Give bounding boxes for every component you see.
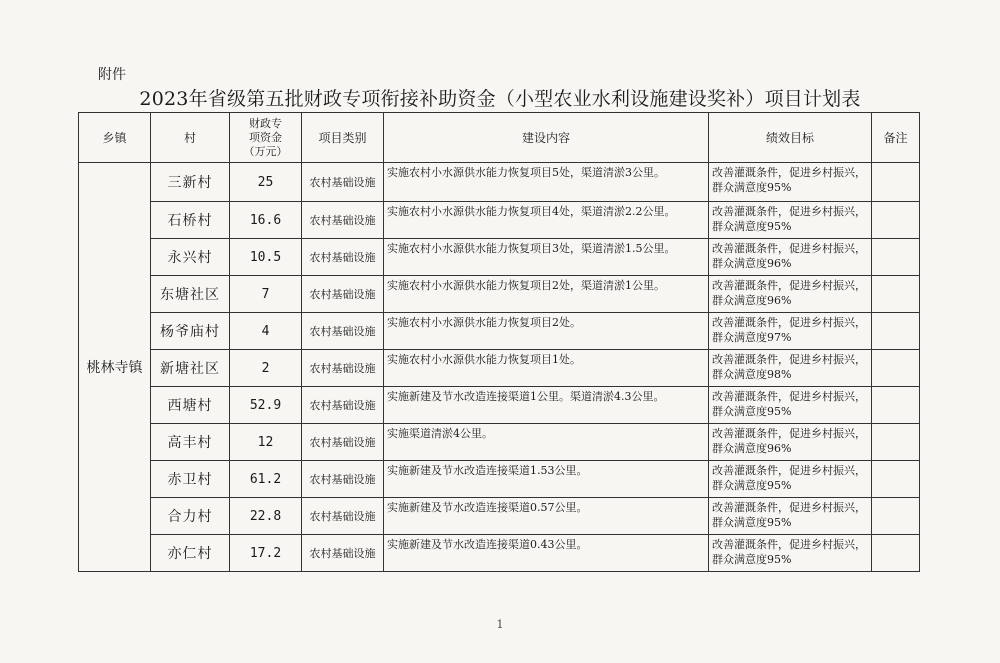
table-row [79, 163, 920, 202]
col-header-village: 村 [151, 113, 230, 163]
table-row [79, 461, 920, 498]
funds-cell: 16.6 [230, 202, 302, 239]
funds-cell: 22.8 [230, 498, 302, 535]
content-cell: 实施农村小水源供水能力恢复项目1处。 [384, 350, 709, 387]
funds-cell: 7 [230, 276, 302, 313]
category-cell: 农村基础设施 [302, 387, 384, 424]
remark-cell [872, 461, 920, 498]
funds-cell: 61.2 [230, 461, 302, 498]
attachment-label: 附件 [98, 67, 126, 83]
table-row [79, 424, 920, 461]
village-cell: 东塘社区 [151, 276, 230, 313]
table-row [79, 239, 920, 276]
funds-cell: 25 [230, 163, 302, 202]
col-header-category: 项目类别 [302, 113, 384, 163]
table-row [79, 202, 920, 239]
village-cell: 新塘社区 [151, 350, 230, 387]
table-row [79, 350, 920, 387]
target-cell: 改善灌溉条件，促进乡村振兴，群众满意度95% [709, 202, 872, 239]
content-cell: 实施新建及节水改造连接渠道1公里。渠道清淤4.3公里。 [384, 387, 709, 424]
remark-cell [872, 313, 920, 350]
table-row [79, 535, 920, 572]
village-cell: 永兴村 [151, 239, 230, 276]
col-header-funds [230, 113, 302, 163]
content-cell: 实施农村小水源供水能力恢复项目5处，渠道清淤3公里。 [384, 163, 709, 202]
content-cell: 实施新建及节水改造连接渠道0.43公里。 [384, 535, 709, 572]
content-cell: 实施农村小水源供水能力恢复项目2处。 [384, 313, 709, 350]
content-cell: 实施新建及节水改造连接渠道0.57公里。 [384, 498, 709, 535]
village-cell: 合力村 [151, 498, 230, 535]
content-cell: 实施新建及节水改造连接渠道1.53公里。 [384, 461, 709, 498]
village-cell: 亦仁村 [151, 535, 230, 572]
table-row [79, 387, 920, 424]
category-cell: 农村基础设施 [302, 461, 384, 498]
category-cell: 农村基础设施 [302, 313, 384, 350]
remark-cell [872, 276, 920, 313]
col-header-remark: 备注 [872, 113, 920, 163]
village-cell: 三新村 [151, 163, 230, 202]
category-cell: 农村基础设施 [302, 424, 384, 461]
table-row [79, 276, 920, 313]
remark-cell [872, 350, 920, 387]
target-cell: 改善灌溉条件，促进乡村振兴，群众满意度96% [709, 424, 872, 461]
remark-cell [872, 239, 920, 276]
col-header-target: 绩效目标 [709, 113, 872, 163]
col-header-funds-line2: 项资金 [249, 130, 282, 144]
village-cell: 西塘村 [151, 387, 230, 424]
project-plan-table [78, 112, 920, 572]
remark-cell [872, 202, 920, 239]
content-cell: 实施农村小水源供水能力恢复项目3处，渠道清淤1.5公里。 [384, 239, 709, 276]
target-cell: 改善灌溉条件，促进乡村振兴，群众满意度96% [709, 239, 872, 276]
funds-cell: 52.9 [230, 387, 302, 424]
table-header-row [79, 113, 920, 163]
col-header-funds-line1: 财政专 [249, 116, 282, 130]
category-cell: 农村基础设施 [302, 276, 384, 313]
target-cell: 改善灌溉条件，促进乡村振兴，群众满意度95% [709, 498, 872, 535]
funds-cell: 12 [230, 424, 302, 461]
remark-cell [872, 535, 920, 572]
category-cell: 农村基础设施 [302, 202, 384, 239]
category-cell: 农村基础设施 [302, 498, 384, 535]
table-row [79, 313, 920, 350]
funds-cell: 2 [230, 350, 302, 387]
town-cell: 桃林寺镇 [79, 163, 151, 572]
category-cell: 农村基础设施 [302, 239, 384, 276]
document-title: 2023年省级第五批财政专项衔接补助资金（小型农业水利设施建设奖补）项目计划表 [139, 88, 861, 110]
target-cell: 改善灌溉条件，促进乡村振兴，群众满意度95% [709, 163, 872, 202]
village-cell: 赤卫村 [151, 461, 230, 498]
remark-cell [872, 424, 920, 461]
funds-cell: 10.5 [230, 239, 302, 276]
funds-cell: 17.2 [230, 535, 302, 572]
content-cell: 实施农村小水源供水能力恢复项目4处，渠道清淤2.2公里。 [384, 202, 709, 239]
page-number: 1 [496, 618, 504, 631]
target-cell: 改善灌溉条件，促进乡村振兴，群众满意度97% [709, 313, 872, 350]
col-header-funds-line3: （万元） [243, 144, 288, 158]
target-cell: 改善灌溉条件，促进乡村振兴，群众满意度95% [709, 461, 872, 498]
target-cell: 改善灌溉条件，促进乡村振兴，群众满意度96% [709, 276, 872, 313]
content-cell: 实施农村小水源供水能力恢复项目2处，渠道清淤1公里。 [384, 276, 709, 313]
remark-cell [872, 387, 920, 424]
target-cell: 改善灌溉条件，促进乡村振兴，群众满意度98% [709, 350, 872, 387]
target-cell: 改善灌溉条件，促进乡村振兴，群众满意度95% [709, 535, 872, 572]
village-cell: 杨爷庙村 [151, 313, 230, 350]
remark-cell [872, 498, 920, 535]
remark-cell [872, 163, 920, 202]
funds-cell: 4 [230, 313, 302, 350]
content-cell: 实施渠道清淤4公里。 [384, 424, 709, 461]
village-cell: 石桥村 [151, 202, 230, 239]
table-row [79, 498, 920, 535]
category-cell: 农村基础设施 [302, 163, 384, 202]
col-header-town: 乡镇 [79, 113, 151, 163]
col-header-content: 建设内容 [384, 113, 709, 163]
category-cell: 农村基础设施 [302, 350, 384, 387]
category-cell: 农村基础设施 [302, 535, 384, 572]
village-cell: 高丰村 [151, 424, 230, 461]
table-body [79, 163, 920, 572]
target-cell: 改善灌溉条件，促进乡村振兴，群众满意度95% [709, 387, 872, 424]
